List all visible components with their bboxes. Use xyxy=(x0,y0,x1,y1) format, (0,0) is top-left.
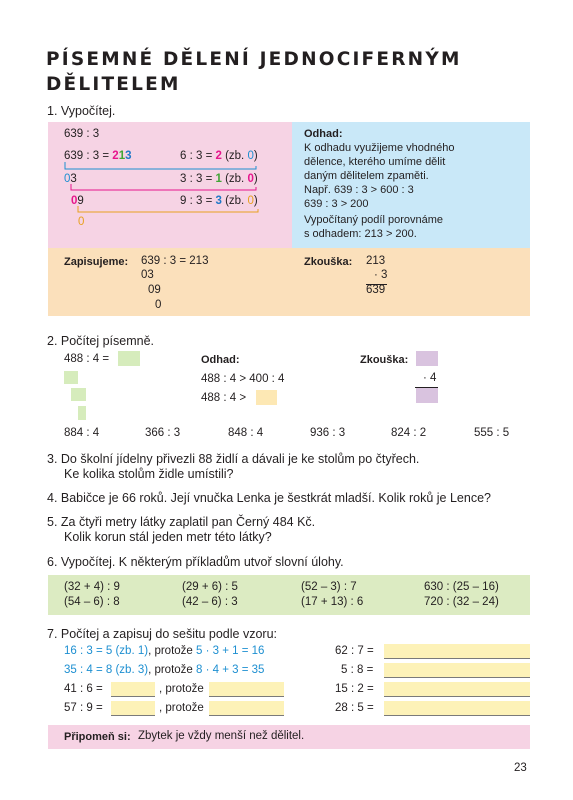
expression: (52 – 3) : 7 xyxy=(301,581,357,593)
check-line: 213 xyxy=(366,255,386,267)
exercise-3: 3. Do školní jídelny přivezli 88 židlí a dávali je ke stolům po čtyřech. xyxy=(47,452,420,466)
task: 884 : 4 xyxy=(64,427,100,439)
reminder-label: Připomeň si: xyxy=(64,731,131,743)
quotient-field[interactable] xyxy=(111,682,155,697)
answer-field[interactable] xyxy=(384,701,530,716)
check-field[interactable] xyxy=(209,682,284,697)
estimate-line: dělence, kterého umíme dělit xyxy=(304,156,446,168)
practice-problem: 57 : 9 = xyxy=(64,702,103,714)
quotient-digit-1: 2 xyxy=(112,150,119,162)
sample-check: 8 · 4 + 3 = 35 xyxy=(196,664,265,676)
expression: 720 : (32 – 24) xyxy=(424,596,499,608)
write-up-line: 0 xyxy=(155,299,162,311)
practice-problem: 5 : 8 = xyxy=(341,664,374,676)
check-line: 639 xyxy=(366,284,386,296)
step-quotient: 1 xyxy=(215,173,222,185)
worked-problem: 639 : 3 xyxy=(64,128,100,140)
estimate-line: K odhadu využijeme vhodného xyxy=(304,142,455,154)
estimate-title: Odhad: xyxy=(304,128,343,140)
practice-problem: 28 : 5 = xyxy=(335,702,374,714)
task: 555 : 5 xyxy=(474,427,510,439)
task: 936 : 3 xyxy=(310,427,346,439)
answer-field[interactable] xyxy=(384,644,530,659)
step-text: ) xyxy=(253,150,258,162)
step-text: ) xyxy=(253,173,258,185)
remainder-digit: 0 xyxy=(71,195,78,207)
sample-connector: , protože xyxy=(148,664,197,676)
carry-lines xyxy=(48,122,292,248)
exercise-2-heading: 2. Počítej písemně. xyxy=(47,334,155,348)
exercise-5-question: Kolik korun stál jeden metr této látky? xyxy=(64,530,272,544)
answer-field[interactable] xyxy=(384,663,530,678)
expression: (54 – 6) : 8 xyxy=(64,596,120,608)
check-answer-box[interactable] xyxy=(416,351,438,366)
expression: (17 + 13) : 6 xyxy=(301,596,364,608)
task: 824 : 2 xyxy=(391,427,427,439)
remainder-row-3: 0 xyxy=(78,216,85,228)
remainder-digit: 0 xyxy=(64,173,71,185)
page-title: PÍSEMNÉ DĚLENÍ JEDNOCIFERNÝM xyxy=(46,49,462,70)
sample-connector: , protože xyxy=(148,645,197,657)
sample-division: 16 : 3 = 5 (zb. 1) xyxy=(64,645,149,657)
connector-text: , protože xyxy=(159,702,204,714)
practice-problem: 15 : 2 = xyxy=(335,683,374,695)
quotient-digit-2: 1 xyxy=(118,150,126,162)
worked-sample xyxy=(64,645,264,657)
exercise-7-heading: 7. Počítej a zapisuj do sešitu podle vzoru: xyxy=(47,627,277,641)
write-up-line: 639 : 3 = 213 xyxy=(141,255,209,267)
worked-sample xyxy=(64,664,264,676)
brought-down-digit: 3 xyxy=(70,173,77,185)
estimate-label: Odhad: xyxy=(201,354,240,366)
estimate-line: Vypočítaný podíl porovnáme xyxy=(304,214,444,226)
check-multiplier: · 4 xyxy=(423,372,437,384)
step-remainder: 0 xyxy=(247,195,254,207)
expression: (29 + 6) : 5 xyxy=(182,581,238,593)
exercise-5: 5. Za čtyři metry látky zaplatil pan Černý 484 Kč. xyxy=(47,515,316,529)
check-label: Zkouška: xyxy=(360,354,409,366)
step-text: 3 : 3 = xyxy=(180,173,216,185)
estimate-line: 639 : 3 > 200 xyxy=(304,198,369,210)
page-title-line2: DĚLITELEM xyxy=(46,74,181,95)
answer-box[interactable] xyxy=(71,388,86,401)
exercise-3-question: Ke kolika stolům židle umístili? xyxy=(64,467,234,481)
exercise-4: 4. Babičce je 66 roků. Její vnučka Lenka je šestkrát mladší. Kolik roků je Lence? xyxy=(47,491,491,505)
estimate-answer-box[interactable] xyxy=(256,390,277,405)
sample-check: 5 · 3 + 1 = 16 xyxy=(196,645,265,657)
answer-box[interactable] xyxy=(78,406,86,420)
step-text: ) xyxy=(253,195,258,207)
write-up-label: Zapisujeme: xyxy=(64,256,129,268)
exercise-6-heading: 6. Vypočítej. K některým příkladům utvoř slovní úlohy. xyxy=(47,555,344,569)
step-text: (zb. xyxy=(221,195,248,207)
estimate-line: 488 : 4 > xyxy=(201,392,247,404)
reminder-text: Zbytek je vždy menší než dělitel. xyxy=(138,730,305,742)
step-text: 9 : 3 = xyxy=(180,195,216,207)
quotient-field[interactable] xyxy=(111,701,155,716)
estimate-line: Např. 639 : 3 > 600 : 3 xyxy=(304,184,414,196)
answer-field[interactable] xyxy=(384,682,530,697)
step-text: 6 : 3 = xyxy=(180,150,216,162)
equation-lhs: 639 : 3 = xyxy=(64,150,113,162)
exercise-1-heading: 1. Vypočítej. xyxy=(47,104,116,118)
estimate-line: daným dělitelem zpaměti. xyxy=(304,170,429,182)
estimate-line: 488 : 4 > 400 : 4 xyxy=(201,373,285,385)
task: 848 : 4 xyxy=(228,427,264,439)
check-label: Zkouška: xyxy=(304,256,353,268)
step-text: (zb. xyxy=(221,173,248,185)
page-number: 23 xyxy=(514,762,527,774)
answer-box[interactable] xyxy=(118,351,140,366)
answer-box[interactable] xyxy=(64,371,78,384)
check-answer-box[interactable] xyxy=(416,388,438,403)
check-field[interactable] xyxy=(209,701,284,716)
task: 366 : 3 xyxy=(145,427,181,439)
expression: (32 + 4) : 9 xyxy=(64,581,120,593)
write-up-line: 09 xyxy=(148,284,161,296)
estimate-line: s odhadem: 213 > 200. xyxy=(304,228,417,240)
practice-problem: 41 : 6 = xyxy=(64,683,103,695)
practice-problem: 62 : 7 = xyxy=(335,645,374,657)
quotient-digit-3: 3 xyxy=(125,150,132,162)
step-remainder: 0 xyxy=(247,150,254,162)
division-problem: 488 : 4 = xyxy=(64,353,110,365)
expression: 630 : (25 – 16) xyxy=(424,581,499,593)
step-quotient: 2 xyxy=(215,150,222,162)
step-quotient: 3 xyxy=(215,195,222,207)
check-line: · 3 xyxy=(374,269,388,281)
step-text: (zb. xyxy=(221,150,248,162)
sample-division: 35 : 4 = 8 (zb. 3) xyxy=(64,664,149,676)
brought-down-digit: 9 xyxy=(77,195,84,207)
write-up-line: 03 xyxy=(141,269,154,281)
connector-text: , protože xyxy=(159,683,204,695)
expression: (42 – 6) : 3 xyxy=(182,596,238,608)
step-remainder: 0 xyxy=(247,173,254,185)
